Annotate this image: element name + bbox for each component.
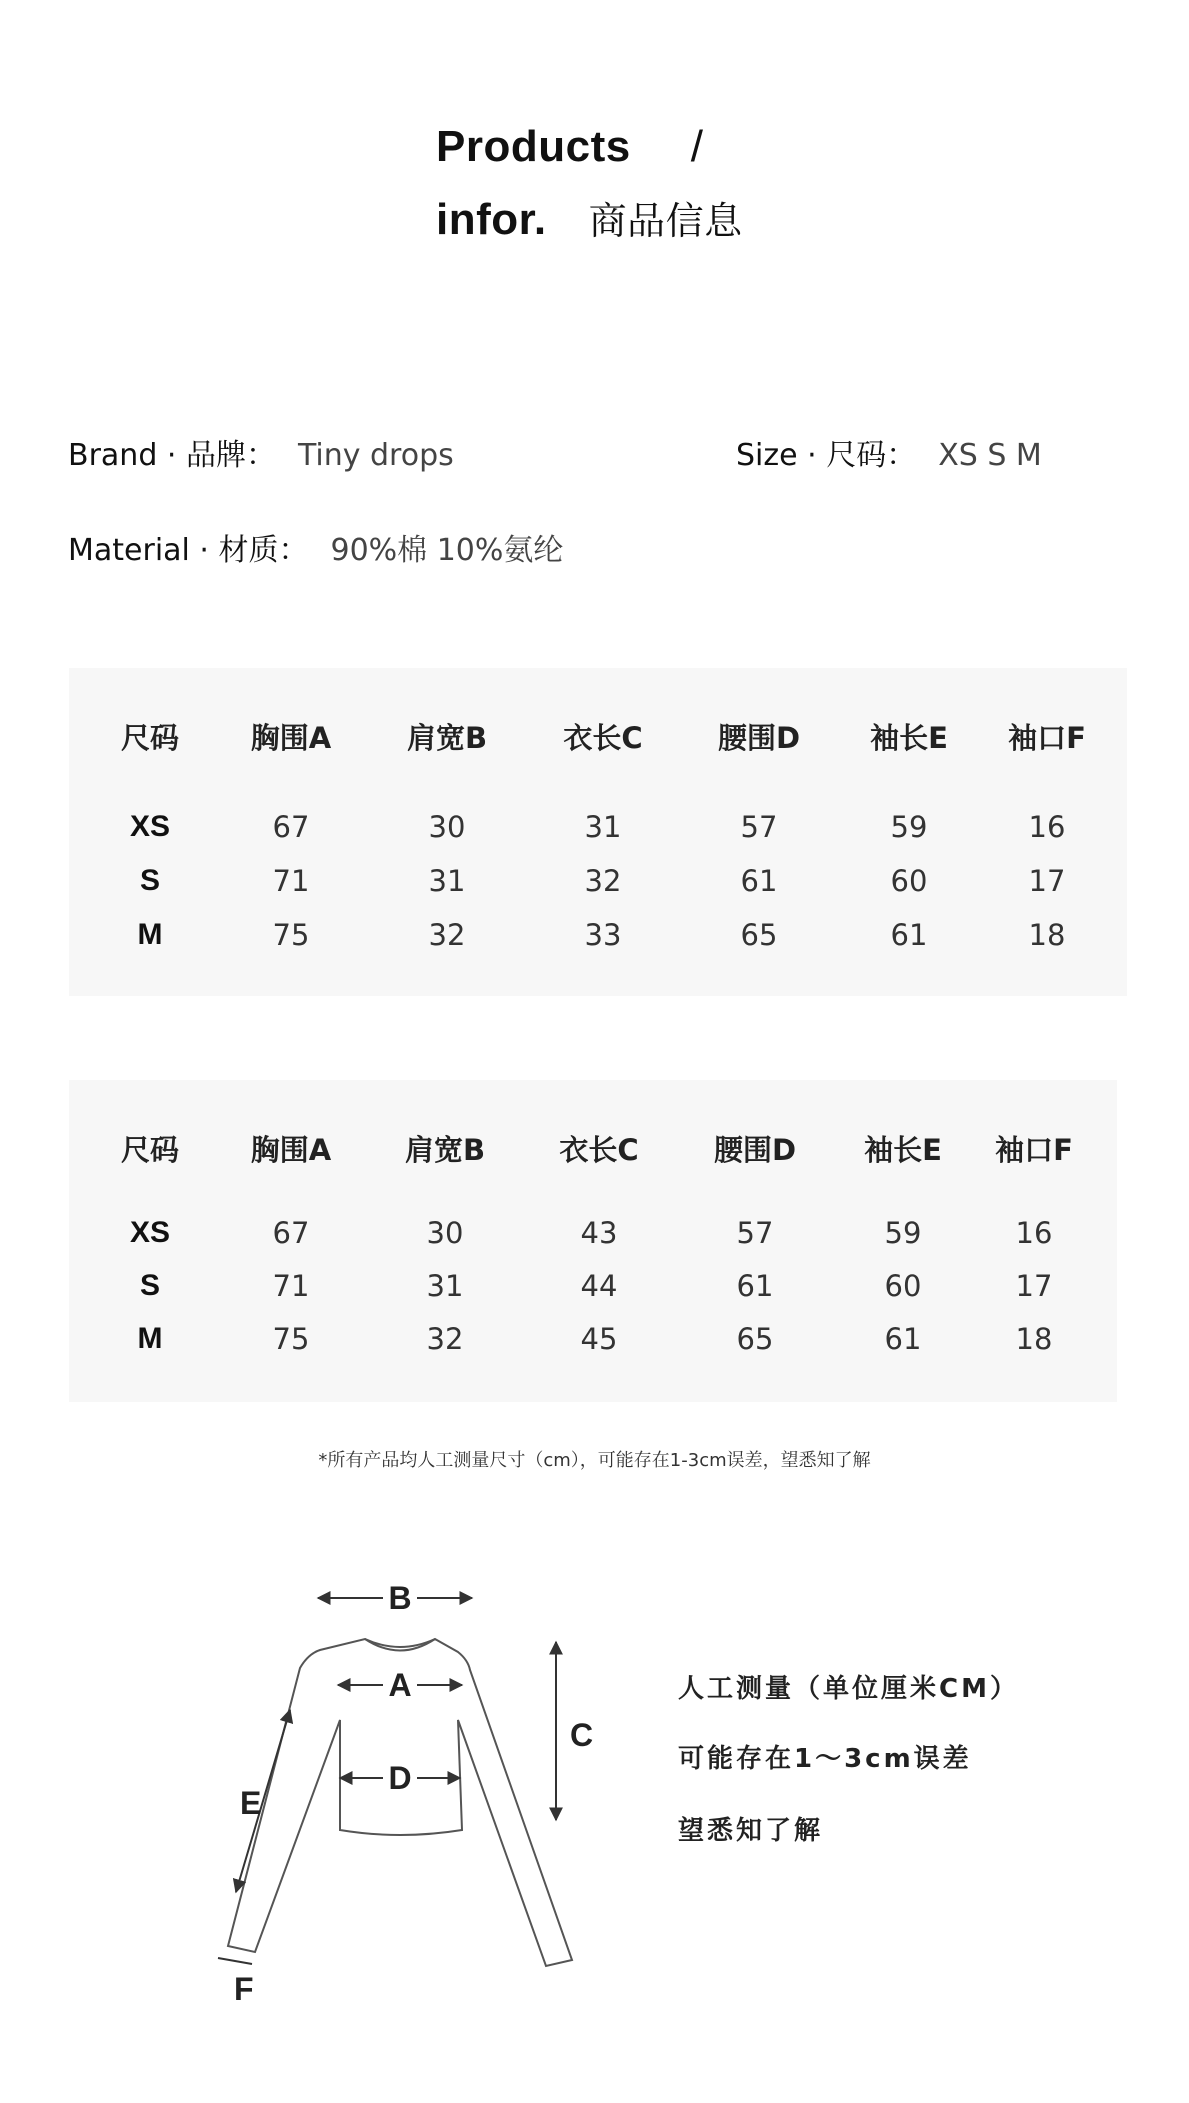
table-cell: 32 [584, 864, 622, 898]
table-header-cell: 衣长C [559, 1133, 639, 1167]
diagram-text-line3: 望悉知了解 [678, 1816, 824, 1846]
table-row-size-label: XS [129, 810, 171, 843]
diagram-text-line1: 人工测量（单位厘米CM） [678, 1674, 1019, 1704]
table-cell: 16 [1028, 810, 1066, 844]
page-title-line2 [436, 190, 743, 245]
table-row-size-label: XS [129, 1216, 171, 1249]
table-cell: 30 [428, 810, 466, 844]
table-cell: 30 [426, 1216, 464, 1250]
table-header-cell: 袖口F [995, 1133, 1073, 1167]
table-cell: 71 [272, 1269, 310, 1303]
table-header-cell: 腰围D [713, 1133, 797, 1167]
diagram-text-line2: 可能存在1～3cm误差 [678, 1744, 972, 1774]
table-cell: 59 [884, 1216, 922, 1250]
table-cell: 43 [580, 1216, 618, 1250]
table-header-cell: 袖长E [870, 721, 948, 755]
table-cell: 33 [584, 918, 622, 952]
table-cell: 75 [272, 918, 310, 952]
table-header-cell: 肩宽B [406, 721, 488, 755]
table-header-cell: 胸围A [250, 1133, 332, 1167]
material-info [68, 525, 563, 569]
table-cell: 44 [580, 1269, 618, 1303]
table-row-size-label: M [137, 918, 163, 951]
title-infor: infor. [436, 195, 547, 244]
table-header-cell: 腰围D [717, 721, 801, 755]
table-cell: 17 [1015, 1269, 1053, 1303]
measure-f-line [218, 1958, 252, 1964]
table-cell: 57 [740, 810, 778, 844]
label-e: E [240, 1785, 262, 1821]
table-cell: 17 [1028, 864, 1066, 898]
label-d: D [388, 1760, 412, 1796]
table-header-cell: 尺码 [120, 721, 180, 755]
table-cell: 71 [272, 864, 310, 898]
garment-collar [365, 1639, 435, 1651]
table-cell: 32 [426, 1322, 464, 1356]
table-cell: 31 [428, 864, 466, 898]
size-table-2 [69, 1080, 1117, 1402]
table-row-size-label: S [139, 1269, 161, 1302]
table-cell: 60 [884, 1269, 922, 1303]
material-label: Material · 材质： [68, 533, 309, 568]
label-c: C [570, 1717, 594, 1753]
material-value: 90%棉 10%氨纶 [330, 533, 564, 568]
table-cell: 61 [890, 918, 928, 952]
table-cell: 61 [736, 1269, 774, 1303]
table-cell: 32 [428, 918, 466, 952]
table-header-cell: 肩宽B [404, 1133, 486, 1167]
table-cell: 67 [272, 1216, 310, 1250]
table-cell: 31 [426, 1269, 464, 1303]
title-chinese: 商品信息 [588, 199, 743, 243]
table-header-cell: 袖口F [1008, 721, 1086, 755]
table-cell: 18 [1015, 1322, 1053, 1356]
brand-label: Brand · 品牌： [68, 438, 276, 473]
table-cell: 61 [884, 1322, 922, 1356]
table-header-cell: 胸围A [250, 721, 332, 755]
measurement-note: *所有产品均人工测量尺寸（cm），可能存在1-3cm误差，望悉知了解 [318, 1450, 871, 1471]
brand-value: Tiny drops [297, 438, 454, 473]
table-cell: 65 [736, 1322, 774, 1356]
size-label: Size · 尺码： [736, 438, 917, 473]
table-cell: 57 [736, 1216, 774, 1250]
table-cell: 75 [272, 1322, 310, 1356]
table-cell: 31 [584, 810, 622, 844]
table-header-cell: 尺码 [120, 1133, 180, 1167]
brand-info [68, 430, 454, 474]
table-header-cell: 衣长C [563, 721, 643, 755]
table-cell: 45 [580, 1322, 618, 1356]
table-row-size-label: M [137, 1322, 163, 1355]
page-title-line1 [436, 122, 703, 172]
label-a: A [388, 1667, 412, 1703]
table-cell: 60 [890, 864, 928, 898]
table-cell: 61 [740, 864, 778, 898]
size-table-1 [69, 668, 1127, 996]
table-cell: 59 [890, 810, 928, 844]
table-cell: 65 [740, 918, 778, 952]
table-row-size-label: S [139, 864, 161, 897]
table-cell: 67 [272, 810, 310, 844]
title-slash: / [690, 122, 704, 171]
table-header-cell: 袖长E [864, 1133, 942, 1167]
size-info [736, 430, 1042, 474]
table-cell: 16 [1015, 1216, 1053, 1250]
garment-diagram [200, 1570, 600, 2010]
label-b: B [388, 1580, 412, 1616]
table-cell: 18 [1028, 918, 1066, 952]
size-value: XS S M [938, 438, 1042, 473]
title-products: Products [436, 122, 631, 171]
label-f: F [234, 1971, 254, 2007]
